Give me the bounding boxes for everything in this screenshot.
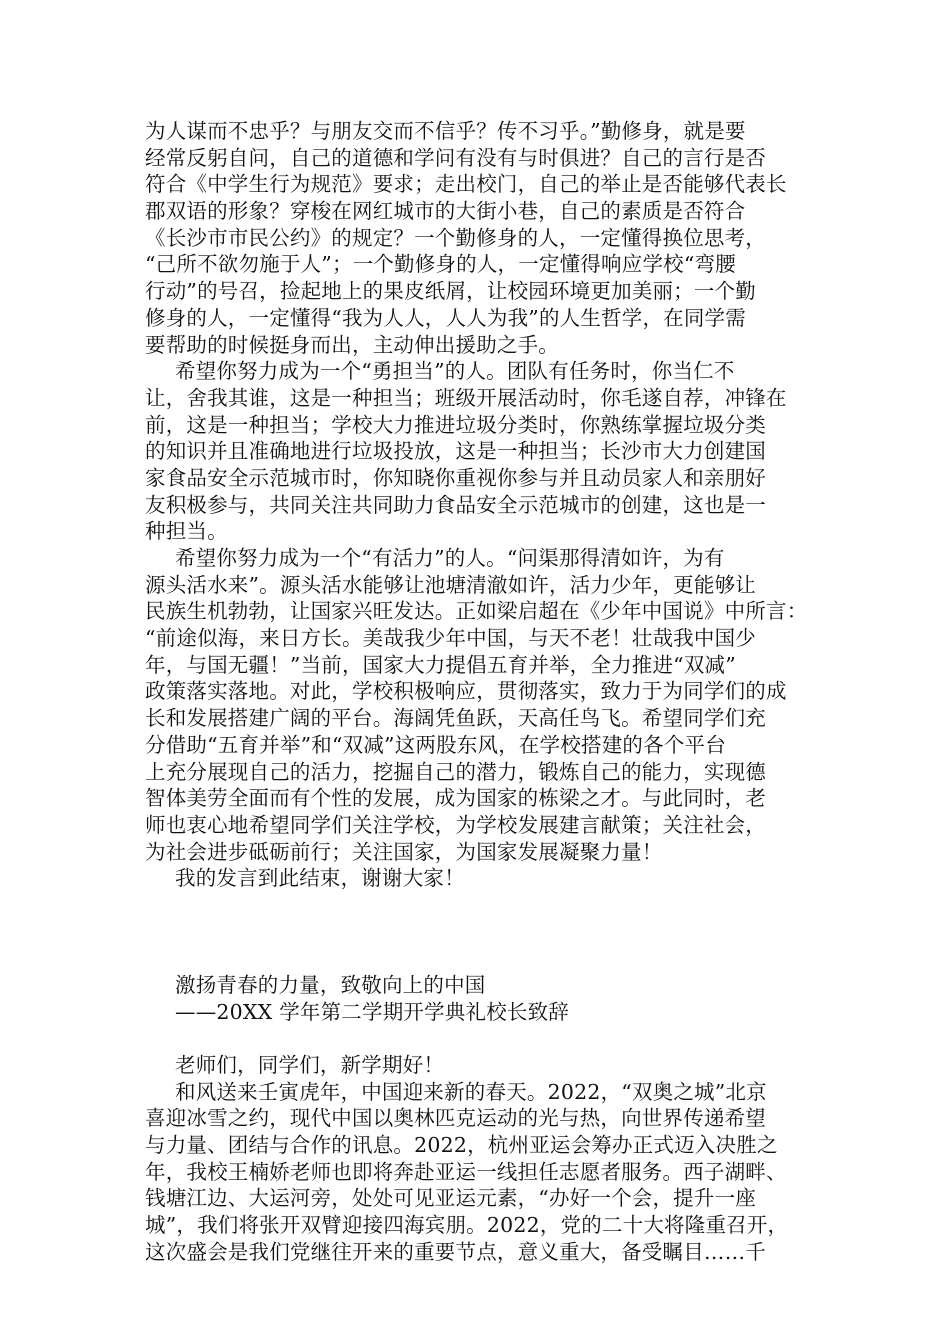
text-line: 家食品安全示范城市时，你知晓你重视你参与并且动员家人和亲朋好	[145, 465, 766, 490]
text-line: 分借助“五育并举”和“双减”这两股东风，在学校搭建的各个平台	[145, 732, 726, 757]
text-line: 和风送来壬寅虎年，中国迎来新的春天。2022，“双奥之城”北京	[175, 1079, 767, 1104]
text-line: 这次盛会是我们党继往开来的重要节点，意义重大，备受瞩目……千	[145, 1239, 766, 1264]
paragraph-vitality	[145, 545, 813, 865]
text-line: 源头活水来”。源头活水能够让池塘清澈如许，活力少年，更能够让	[145, 572, 756, 597]
speech-greeting: 老师们，同学们，新学期好！	[175, 1053, 445, 1077]
paragraph-self-cultivation	[145, 118, 813, 358]
text-line: 智体美劳全面而有个性的发展，成为国家的栋梁之才。与此同时，老	[145, 786, 766, 811]
text-line: “己所不欲勿施于人”；一个勤修身的人，一定懂得响应学校“弯腰	[145, 252, 736, 277]
text-line: 友积极参与，共同关注共同助力食品安全示范城市的创建，这也是一	[145, 492, 766, 517]
paragraph-responsibility	[145, 358, 813, 545]
text-line: 郡双语的形象？穿梭在网红城市的大街小巷，自己的素质是否符合	[145, 199, 746, 224]
text-line: 行动”的号召，捡起地上的果皮纸屑，让校园环境更加美丽；一个勤	[145, 279, 756, 304]
text-line: 要帮助的时候挺身而出，主动伸出援助之手。	[145, 332, 559, 357]
text-line: 为社会进步砥砺前行；关注国家，为国家发展凝聚力量！	[145, 839, 663, 864]
text-line: 为人谋而不忠乎？与朋友交而不信乎？传不习乎。”勤修身，就是要	[145, 119, 746, 143]
text-line: 让，舍我其谁，这是一种担当；班级开展活动时，你毛遂自荐，冲锋在	[145, 385, 787, 410]
text-line: 符合《中学生行为规范》要求；走出校门，自己的举止是否能够代表长	[145, 172, 787, 197]
spacer	[145, 1025, 813, 1052]
text-line: 民族生机勃勃，让国家兴旺发达。正如梁启超在《少年中国说》中所言：	[145, 599, 808, 624]
text-line: 与力量、团结与合作的讯息。2022，杭州亚运会筹办正式迈入决胜之	[145, 1133, 778, 1158]
text-line: 前，这是一种担当；学校大力推进垃圾分类时，你熟练掌握垃圾分类	[145, 412, 766, 437]
speech-subtitle: ——20XX 学年第二学期开学典礼校长致辞	[175, 999, 569, 1024]
paragraph-new-spring	[145, 1079, 813, 1266]
text-line: 《长沙市市民公约》的规定？一个勤修身的人，一定懂得换位思考，	[145, 225, 766, 250]
text-line: 长和发展搭建广阔的平台。海阔凭鱼跃，天高任鸟飞。希望同学们充	[145, 706, 766, 731]
text-line: 政策落实落地。对此，学校积极响应，贯彻落实，致力于为同学们的成	[145, 679, 787, 704]
text-line: 喜迎冰雪之约，现代中国以奥林匹克运动的光与热，向世界传递希望	[145, 1106, 766, 1131]
text-line: 上充分展现自己的活力，挖掘自己的潜力，锻炼自己的能力，实现德	[145, 759, 766, 784]
text-line: 修身的人，一定懂得“我为人人，人人为我”的人生哲学，在同学需	[145, 305, 746, 330]
closing-line: 我的发言到此结束，谢谢大家！	[175, 866, 465, 891]
text-line: 城”，我们将张开双臂迎接四海宾朋。2022，党的二十大将隆重召开，	[145, 1213, 789, 1238]
speech-title: 激扬青春的力量，致敬向上的中国	[175, 972, 486, 997]
text-line: 希望你努力成为一个“勇担当”的人。团队有任务时，你当仁不	[175, 359, 735, 384]
text-line: 希望你努力成为一个“有活力”的人。“问渠那得清如许，为有	[175, 546, 725, 570]
spacer	[145, 892, 813, 972]
text-line: 种担当。	[145, 519, 228, 544]
text-line: 的知识并且准确地进行垃圾投放，这是一种担当；长沙市大力创建国	[145, 439, 766, 464]
text-line: 经常反躬自问，自己的道德和学问有没有与时俱进？自己的言行是否	[145, 145, 766, 170]
text-line: 钱塘江边、大运河旁，处处可见亚运元素，“办好一个会，提升一座	[145, 1186, 756, 1211]
text-line: 年，我校王楠娇老师也即将奔赴亚运一线担任志愿者服务。西子湖畔、	[145, 1159, 787, 1184]
text-line: “前途似海，来日方长。美哉我少年中国，与天不老！壮哉我中国少	[145, 626, 756, 651]
document-page	[145, 118, 813, 1266]
text-line: 师也衷心地希望同学们关注学校，为学校发展建言献策；关注社会，	[145, 812, 766, 837]
text-line: 年，与国无疆！”当前，国家大力提倡五育并举，全力推进“双减”	[145, 652, 736, 677]
